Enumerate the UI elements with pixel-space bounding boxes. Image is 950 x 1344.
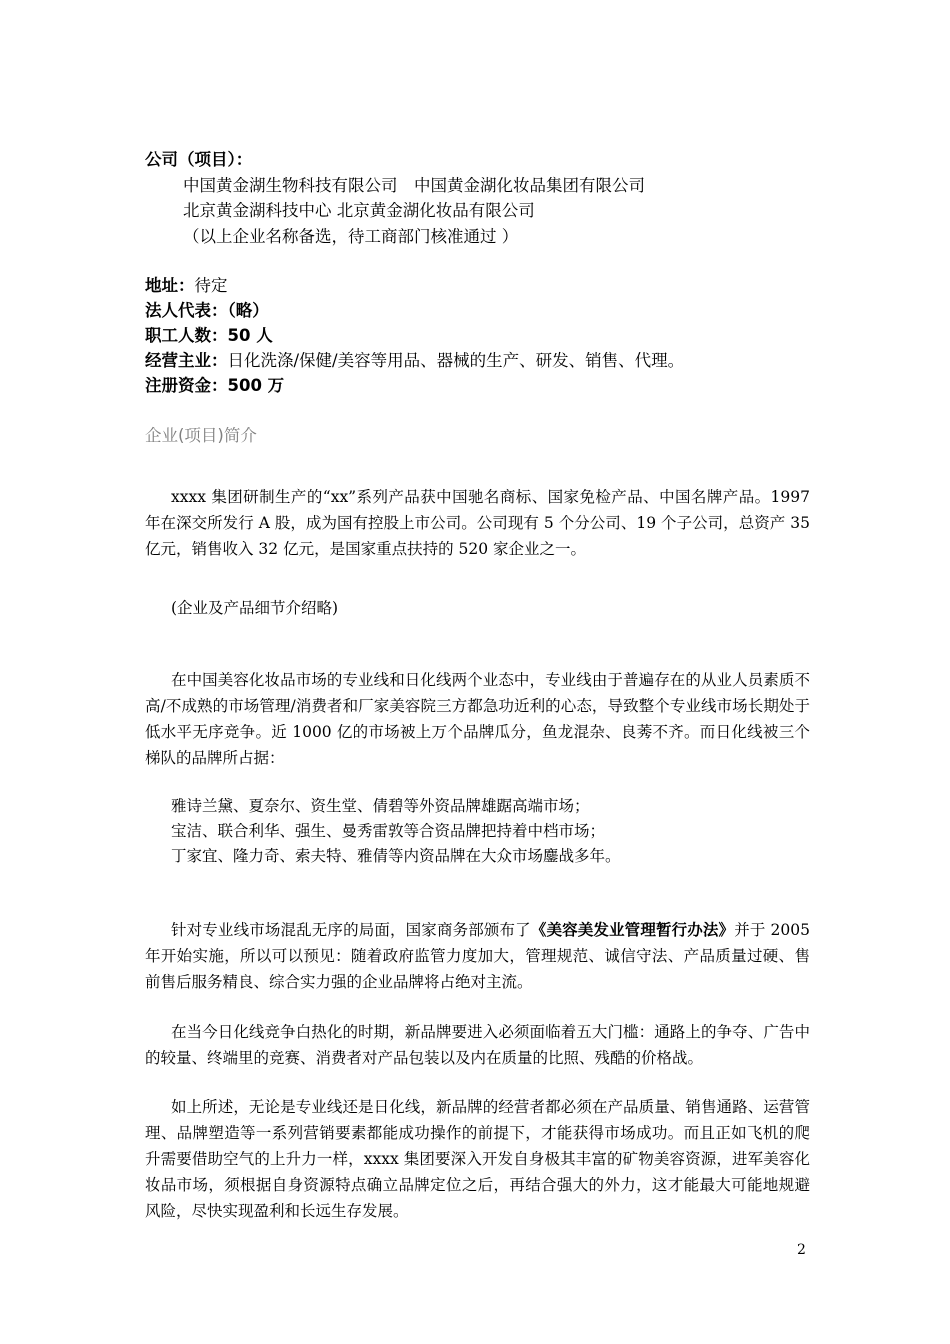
business-row (145, 349, 684, 373)
company-label: 公司（项目）： (145, 150, 253, 169)
regulation-text-post: 并于 2005 年开始实施，所以可以预见：随着政府监管力度加大，管理规范、诚信守法、产品质量过硬、售前售后服务精良、综合实力强的企业品牌将占绝对主流。 (145, 921, 810, 991)
company-names-line2: 北京黄金湖科技中心 北京黄金湖化妆品有限公司 (183, 201, 535, 220)
page-number: 2 (797, 1242, 806, 1258)
paragraph-regulation (145, 917, 810, 995)
list-item-domestic: 丁家宜、隆力奇、索夫特、雅倩等内资品牌在大众市场鏖战多年。 (171, 847, 621, 865)
paragraph-market: 在中国美容化妆品市场的专业线和日化线两个业态中，专业线由于普遍存在的从业人员素质不高/不成熟的市场管理/消费者和厂家美容院三方都急功近利的心态，导致整个专业线市场长期处于低水平无序竞争。近 1000 亿的市场被上万个品牌瓜分，鱼龙混杂、良莠不齐。而日化线被三个梯队的品牌所占据： (145, 671, 810, 767)
list-item-joint: 宝洁、联合利华、强生、曼秀雷敦等合资品牌把持着中档市场； (171, 822, 606, 840)
legal-rep-label: 法人代表：（略） (145, 301, 269, 320)
staff-count: 职工人数：50 人 (145, 326, 273, 345)
paragraph-intro: xxxx 集团研制生产的“xx”系列产品获中国驰名商标、国家免检产品、中国名牌产品。1997 年在深交所发行 A 股，成为国有控股上市公司。公司现有 5 个分公司、19 个子公司，总资产 35 亿元，销售收入 32 亿元，是国家重点扶持的 520 家企业之一。 (145, 488, 810, 558)
regulation-title: 《美容美发业管理暂行办法》 (530, 920, 735, 939)
address-value: 待定 (194, 276, 228, 295)
regulation-text-pre: 针对专业线市场混乱无序的局面，国家商务部颁布了 (171, 921, 531, 939)
business-value: 日化洗涤/保健/美容等用品、器械的生产、研发、销售、代理。 (227, 351, 685, 370)
paragraph-thresholds: 在当今日化线竞争白热化的时期，新品牌要进入必须面临着五大门槛：通路上的争夺、广告中的较量、终端里的竞赛、消费者对产品包装以及内在质量的比照、残酷的价格战。 (145, 1023, 810, 1067)
section-title: 企业(项目)简介 (145, 426, 257, 445)
registered-capital: 注册资金：500 万 (145, 376, 285, 395)
address-row (145, 274, 228, 298)
business-label: 经营主业： (145, 351, 228, 370)
company-names-line1: 中国黄金湖生物科技有限公司 中国黄金湖化妆品集团有限公司 (183, 176, 645, 195)
company-names-note: （以上企业名称备选，待工商部门核准通过 ） (183, 227, 519, 246)
list-item-foreign: 雅诗兰黛、夏奈尔、资生堂、倩碧等外资品牌雄踞高端市场； (171, 797, 590, 815)
address-label: 地址： (145, 276, 195, 295)
paragraph-detail-omitted: (企业及产品细节介绍略) (171, 599, 339, 617)
paragraph-conclusion: 如上所述，无论是专业线还是日化线，新品牌的经营者都必须在产品质量、销售通路、运营管理、品牌塑造等一系列营销要素都能成功操作的前提下，才能获得市场成功。而且正如飞机的爬升需要借助空气的上升力一样，xxxx 集团要深入开发自身极其丰富的矿物美容资源，进军美容化妆品市场，须根据自身资源特点确立品牌定位之后，再结合强大的外力，这才能最大可能地规避风险，尽快实现盈利和长远生存发展。 (145, 1098, 810, 1220)
